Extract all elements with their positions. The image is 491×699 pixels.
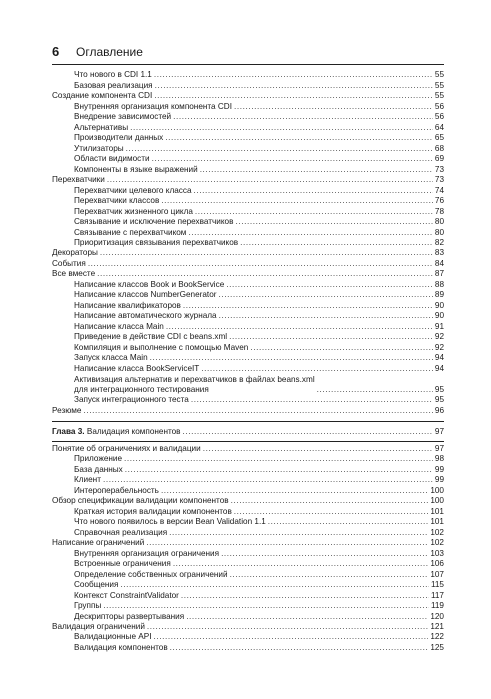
toc-entry-text: Написание классов Book и BookService [74,279,225,289]
toc-entry-page: 73 [434,164,444,174]
toc-leader-dots [195,207,433,217]
toc-leader-dots [147,622,428,632]
toc-entry-text-line1: Активизация альтернатив и перехватчиков в файлах beans.xml [74,374,315,384]
toc-subsection-entry [52,311,444,321]
toc-entry-text: Перехватчик жизненного цикла [74,206,193,216]
toc-entry-text: Дескрипторы развертывания [74,611,185,621]
toc-leader-dots [103,475,433,485]
toc-entry-page: 88 [434,279,444,289]
toc-entry-page: 87 [434,269,444,279]
toc-leader-dots [166,322,433,332]
toc-entry-text: Контекст ConstraintValidator [74,590,179,600]
toc-subsection-entry [52,70,444,80]
toc-entry-page: 80 [434,217,444,227]
toc-leader-dots [130,123,433,133]
toc-entry-page: 100 [430,485,444,495]
toc-chapter-page: 97 [434,426,444,436]
toc-entry-text: Создание компонента CDI [52,91,153,101]
toc-leader-dots [120,580,429,590]
toc-section-entry [52,91,444,101]
chapter-rule-bottom [52,441,444,442]
toc-entry-text: Области видимости [74,154,150,164]
toc-leader-dots [181,591,429,601]
toc-subsection-entry [52,112,444,122]
toc-entry-text: Понятие об ограничениях и валидации [52,444,201,453]
toc-entry-text: Связывание и исключение перехватчиков [74,217,234,227]
toc-leader-dots [107,175,433,185]
toc-subsection-entry [52,642,444,652]
toc-subsection-entry [52,363,444,373]
toc-entry-page: 117 [430,590,444,600]
toc-subsection-entry [52,122,444,132]
toc-entry-text: Группы [74,601,102,611]
toc-entry-text: Сообщения [74,580,119,590]
toc-section-entry [52,248,444,258]
toc-entry-text: Обзор спецификации валидации компонентов [52,496,229,506]
toc-leader-dots [201,364,433,374]
toc-entry-page: 115 [430,580,444,590]
toc-leader-dots [186,612,428,622]
toc-leader-dots [165,133,433,143]
page-header [52,44,444,62]
toc-entry-page: 91 [434,321,444,331]
toc-entry-page: 80 [434,227,444,237]
toc-entry-page: 99 [434,475,444,485]
toc-entry-page: 119 [430,601,444,611]
toc-subsection-entry [52,238,444,248]
toc-entry-page: 74 [434,185,444,195]
toc-subsection-entry [52,475,444,485]
toc-section-entry [52,258,444,268]
toc-entry-text: Интероперабельность [74,485,159,495]
toc-subsection-entry [52,632,444,642]
chapter-label: Глава 3. [52,426,85,436]
toc-entry-page: 55 [434,80,444,90]
toc-leader-dots [126,144,433,154]
toc-section-entry [52,175,444,185]
toc-subsection-entry [52,154,444,164]
toc-entry-text: Внутренняя организация компонента CDI [74,101,232,111]
toc-subsection-entry [52,196,444,206]
toc-entry-text: Приведение в действие CDI с beans.xml [74,332,228,342]
toc-entry-page: 92 [434,342,444,352]
toc-subsection-entry [52,227,444,237]
toc-subsection-entry [52,300,444,310]
toc-leader-dots [229,332,433,342]
toc-entry-page: 56 [434,101,444,111]
toc-entry-text: Утилизаторы [74,143,124,153]
toc-entry-page: 102 [430,527,444,537]
toc-entry-text: Краткая история валидации компонентов [74,506,232,516]
toc-subsection-entry [52,290,444,300]
toc-leader-dots [124,454,433,464]
toc-leader-dots [191,395,433,405]
toc-entry-page: 101 [430,517,444,527]
toc-entry-page: 56 [434,112,444,122]
toc-entry-text: Валидация ограничений [52,621,145,631]
toc-leader-dots [103,601,429,611]
toc-subsection-entry [52,342,444,352]
toc-entry-page: 68 [434,143,444,153]
toc-section-top [52,70,444,374]
toc-entry-page: 89 [434,290,444,300]
header-rule [52,64,444,65]
toc-entry-text: Написание класса Main [74,321,164,331]
toc-entry-text: Написание ограничений [52,538,145,548]
toc-entry-text: События [52,258,86,268]
toc-entry-text: Написание класса BookServiceIT [74,363,200,373]
toc-subsection-entry [52,164,444,174]
toc-entry-page: 55 [434,70,444,80]
toc-subsection-entry [52,590,444,600]
toc-entry-text: Перехватчики классов [74,196,160,206]
toc-entry-page: 100 [430,496,444,506]
toc-leader-dots [169,528,428,538]
toc-leader-dots [235,217,432,227]
toc-entry-text: Внедрение зависимостей [74,112,172,122]
toc-entry-page: 94 [434,353,444,363]
toc-subsection-entry [52,559,444,569]
toc-entry-text: Определение собственных ограничений [74,569,228,579]
toc-entry-text: Встроенные ограничения [74,559,171,569]
toc-entry-page: 107 [430,569,444,579]
toc-subsection-entry [52,185,444,195]
toc-leader-dots [183,301,433,311]
toc-entry-page: 125 [430,642,444,652]
toc-entry-text: Валидационные API [74,632,152,642]
toc-entry-page: 90 [434,300,444,310]
toc-entry-page: 98 [434,454,444,464]
toc-subsection-entry [52,527,444,537]
toc-leader-dots [226,280,433,290]
toc-subsection-entry [52,569,444,579]
toc-leader-dots [230,570,429,580]
toc-entry-text [74,375,315,395]
toc-section-entry [52,496,444,506]
toc-leader-dots [155,81,433,91]
toc-entry-text: Внутренняя организация ограничения [74,548,220,558]
toc-leader-dots [173,112,433,122]
toc-leader-dots [154,91,433,101]
toc-chapter-text [52,427,181,437]
toc-entry-text: Написание классов NumberGenerator [74,290,217,300]
toc-entry-page: 122 [430,632,444,642]
toc-entry-page: 94 [434,363,444,373]
toc-leader-dots [250,343,433,353]
toc-entry-page: 101 [430,506,444,516]
toc-leader-dots [150,353,433,363]
toc-leader-dots [234,102,433,112]
toc-subsection-entry [52,580,444,590]
toc-entry-page: 97 [434,444,444,453]
toc-subsection-entry [52,548,444,558]
toc-entry-page: 55 [434,91,444,101]
toc-section-entry [52,405,444,415]
toc-subsection-entry [52,217,444,227]
toc-entry-text: Что нового в CDI 1.1 [74,70,152,80]
toc-entry-text: Что нового появилось в версии Bean Validation 1.1 [74,517,266,527]
toc-leader-dots [161,486,428,496]
toc-entry-page: 106 [430,559,444,569]
toc-entry-page: 95 [434,384,444,394]
toc-entry-text-line2: для интеграционного тестирования [74,384,209,394]
toc-entry-page: 120 [430,611,444,621]
toc-entry-text: Компиляция и выполнение с помощью Maven [74,342,249,352]
toc-subsection-entry [52,143,444,153]
toc-leader-dots [170,643,429,653]
toc-section-entry [52,622,444,632]
toc-leader-dots [240,238,433,248]
toc-subsection-entry [52,133,444,143]
toc-entry-text: Связывание с перехватчиком [74,227,187,237]
toc-subsection-entry [52,464,444,474]
toc-leader-dots [152,154,433,164]
chapter-rule-top [52,421,444,422]
toc-entry-text: Запуск класса Main [74,353,148,363]
toc-entry-text: Справочная реализация [74,527,168,537]
toc-entry-page: 76 [434,196,444,206]
toc-leader-dots [194,186,433,196]
toc-entry-page: 82 [434,237,444,247]
toc-subsection-entry [52,101,444,111]
toc-section-entry [52,444,444,454]
toc-entry-text: Запуск интеграционного теста [74,395,189,405]
toc-leader-dots [183,427,433,437]
toc-leader-dots [200,165,433,175]
toc-entry-text: Приложение [74,454,123,464]
toc-entry-page: 121 [430,621,444,631]
toc-subsection-entry [52,80,444,90]
toc-chapter-entry [52,425,444,437]
table-of-contents [52,70,444,653]
toc-entry-page: 84 [434,258,444,268]
toc-leader-dots [97,269,433,279]
toc-leader-dots [146,538,428,548]
page-number: 6 [52,44,60,59]
toc-entry-text: База данных [74,464,123,474]
chapter-title: Валидация компонентов [86,426,181,436]
toc-section-entry [52,538,444,548]
toc-leader-dots [231,496,429,506]
toc-entry-page: 96 [434,405,444,415]
toc-entry-page: 83 [434,248,444,258]
toc-leader-dots [234,507,429,517]
toc-entry-page: 78 [434,206,444,216]
page-title: Оглавление [76,45,143,59]
toc-entry-page: 65 [434,133,444,143]
toc-subsection-entry [52,395,444,405]
toc-section-mid [52,395,444,416]
toc-leader-dots [188,228,432,238]
toc-entry-page: 92 [434,332,444,342]
toc-entry-text: Валидация компонентов [74,642,168,652]
toc-leader-dots [161,196,433,206]
toc-entry-page: 95 [434,395,444,405]
toc-entry-page: 73 [434,175,444,185]
toc-leader-dots [88,259,433,269]
toc-subsection-entry [52,321,444,331]
toc-subsection-entry [52,279,444,289]
toc-leader-dots [125,465,433,475]
toc-subsection-entry [52,517,444,527]
toc-leader-dots [268,517,429,527]
toc-subsection-entry [52,506,444,516]
toc-entry-text: Декораторы [52,248,98,258]
toc-entry-text: Базовая реализация [74,80,153,90]
toc-entry-text: Альтернативы [74,122,129,132]
toc-leader-dots [219,290,433,300]
toc-subsection-entry [52,206,444,216]
toc-entry-text: Компоненты в языке выражений [74,164,198,174]
toc-leader-dots [221,549,428,559]
toc-subsection-entry [52,601,444,611]
toc-subsection-entry [52,454,444,464]
toc-entry-page: 69 [434,154,444,164]
toc-leader-dots [173,559,429,569]
toc-entry-text: Производители данных [74,133,164,143]
toc-entry-text: Все вместе [52,269,96,279]
toc-entry-multiline [52,374,444,395]
toc-subsection-entry [52,332,444,342]
toc-leader-dots [100,248,433,258]
toc-entry-text: Перехватчики целевого класса [74,185,192,195]
toc-entry-page: 102 [430,538,444,548]
toc-section-bottom [52,444,444,653]
toc-subsection-entry [52,611,444,621]
toc-subsection-entry [52,485,444,495]
toc-entry-page: 90 [434,311,444,321]
toc-entry-text: Клиент [74,475,101,485]
toc-leader-dots [219,311,433,321]
toc-subsection-entry [52,353,444,363]
toc-leader-dots [154,70,433,80]
toc-entry-page: 64 [434,122,444,132]
toc-leader-dots [317,385,433,395]
toc-entry-text: Написание автоматического журнала [74,311,217,321]
toc-leader-dots [203,444,433,454]
toc-leader-dots [153,632,428,642]
toc-entry-text: Резюме [52,405,82,415]
toc-entry-text: Перехватчики [52,175,105,185]
toc-entry-text: Написание квалификаторов [74,300,181,310]
toc-entry-page: 103 [430,548,444,558]
toc-section-entry [52,269,444,279]
toc-leader-dots [83,406,432,416]
toc-entry-page: 99 [434,464,444,474]
toc-entry-text: Приоритизация связывания перехватчиков [74,237,239,247]
